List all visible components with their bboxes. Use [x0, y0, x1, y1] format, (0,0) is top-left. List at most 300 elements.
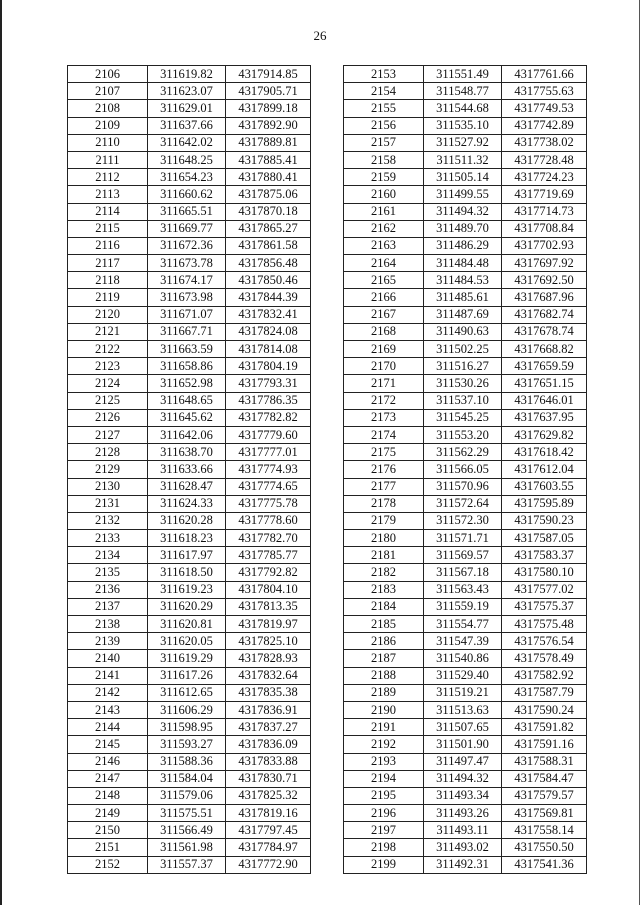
x-coordinate-cell: 311505.14 [424, 169, 502, 186]
table-row [68, 495, 311, 512]
y-coordinate-cell: 4317782.82 [226, 409, 311, 426]
y-coordinate-cell: 4317870.18 [226, 203, 311, 220]
y-coordinate-cell: 4317576.54 [502, 633, 587, 650]
x-coordinate-cell: 311612.65 [148, 684, 226, 701]
y-coordinate-cell: 4317774.65 [226, 478, 311, 495]
table-row [68, 753, 311, 770]
point-number-cell: 2172 [344, 392, 424, 409]
y-coordinate-cell: 4317651.15 [502, 375, 587, 392]
x-coordinate-cell: 311619.29 [148, 650, 226, 667]
x-coordinate-cell: 311669.77 [148, 220, 226, 237]
y-coordinate-cell: 4317786.35 [226, 392, 311, 409]
y-coordinate-cell: 4317590.23 [502, 512, 587, 529]
point-number-cell: 2146 [68, 753, 148, 770]
y-coordinate-cell: 4317697.92 [502, 255, 587, 272]
point-number-cell: 2165 [344, 272, 424, 289]
x-coordinate-cell: 311570.96 [424, 478, 502, 495]
x-coordinate-cell: 311563.43 [424, 581, 502, 598]
x-coordinate-cell: 311572.30 [424, 512, 502, 529]
x-coordinate-cell: 311624.33 [148, 495, 226, 512]
x-coordinate-cell: 311545.25 [424, 409, 502, 426]
y-coordinate-cell: 4317828.93 [226, 650, 311, 667]
y-coordinate-cell: 4317724.23 [502, 169, 587, 186]
y-coordinate-cell: 4317889.81 [226, 134, 311, 151]
point-number-cell: 2159 [344, 169, 424, 186]
y-coordinate-cell: 4317774.93 [226, 461, 311, 478]
x-coordinate-cell: 311489.70 [424, 220, 502, 237]
y-coordinate-cell: 4317577.02 [502, 581, 587, 598]
y-coordinate-cell: 4317708.84 [502, 220, 587, 237]
x-coordinate-cell: 311571.71 [424, 530, 502, 547]
y-coordinate-cell: 4317714.73 [502, 203, 587, 220]
y-coordinate-cell: 4317880.41 [226, 169, 311, 186]
table-row [344, 495, 587, 512]
x-coordinate-cell: 311572.64 [424, 495, 502, 512]
table-row [68, 650, 311, 667]
point-number-cell: 2198 [344, 839, 424, 856]
table-row [68, 598, 311, 615]
table-row [344, 512, 587, 529]
x-coordinate-cell: 311484.48 [424, 255, 502, 272]
point-number-cell: 2193 [344, 753, 424, 770]
table-row [344, 323, 587, 340]
y-coordinate-cell: 4317825.32 [226, 787, 311, 804]
table-row [68, 581, 311, 598]
table-row [68, 736, 311, 753]
x-coordinate-cell: 311642.06 [148, 426, 226, 443]
point-number-cell: 2149 [68, 805, 148, 822]
point-number-cell: 2197 [344, 822, 424, 839]
point-number-cell: 2128 [68, 444, 148, 461]
point-number-cell: 2129 [68, 461, 148, 478]
table-row [344, 547, 587, 564]
x-coordinate-cell: 311629.01 [148, 100, 226, 117]
point-number-cell: 2138 [68, 616, 148, 633]
x-coordinate-cell: 311502.25 [424, 341, 502, 358]
point-number-cell: 2189 [344, 684, 424, 701]
x-coordinate-cell: 311562.29 [424, 444, 502, 461]
point-number-cell: 2194 [344, 770, 424, 787]
table-row [68, 323, 311, 340]
point-number-cell: 2106 [68, 66, 148, 83]
y-coordinate-cell: 4317550.50 [502, 839, 587, 856]
x-coordinate-cell: 311557.37 [148, 856, 226, 873]
table-row [344, 856, 587, 873]
table-row [344, 220, 587, 237]
point-number-cell: 2152 [68, 856, 148, 873]
point-number-cell: 2148 [68, 787, 148, 804]
y-coordinate-cell: 4317785.77 [226, 547, 311, 564]
x-coordinate-cell: 311648.65 [148, 392, 226, 409]
x-coordinate-cell: 311535.10 [424, 117, 502, 134]
point-number-cell: 2184 [344, 598, 424, 615]
table-row [344, 151, 587, 168]
y-coordinate-cell: 4317824.08 [226, 323, 311, 340]
point-number-cell: 2188 [344, 667, 424, 684]
point-number-cell: 2175 [344, 444, 424, 461]
table-row [344, 100, 587, 117]
table-row [344, 83, 587, 100]
point-number-cell: 2164 [344, 255, 424, 272]
x-coordinate-cell: 311637.66 [148, 117, 226, 134]
y-coordinate-cell: 4317637.95 [502, 409, 587, 426]
y-coordinate-cell: 4317742.89 [502, 117, 587, 134]
y-coordinate-cell: 4317583.37 [502, 547, 587, 564]
x-coordinate-cell: 311663.59 [148, 341, 226, 358]
x-coordinate-cell: 311511.32 [424, 151, 502, 168]
x-coordinate-cell: 311673.78 [148, 255, 226, 272]
x-coordinate-cell: 311501.90 [424, 736, 502, 753]
x-coordinate-cell: 311494.32 [424, 203, 502, 220]
table-row [344, 530, 587, 547]
table-row [68, 203, 311, 220]
table-row [68, 787, 311, 804]
point-number-cell: 2137 [68, 598, 148, 615]
y-coordinate-cell: 4317814.08 [226, 341, 311, 358]
x-coordinate-cell: 311645.62 [148, 409, 226, 426]
y-coordinate-cell: 4317865.27 [226, 220, 311, 237]
table-row [68, 117, 311, 134]
table-row [68, 667, 311, 684]
point-number-cell: 2192 [344, 736, 424, 753]
x-coordinate-cell: 311665.51 [148, 203, 226, 220]
y-coordinate-cell: 4317892.90 [226, 117, 311, 134]
table-row [68, 701, 311, 718]
x-coordinate-cell: 311494.32 [424, 770, 502, 787]
point-number-cell: 2150 [68, 822, 148, 839]
y-coordinate-cell: 4317587.79 [502, 684, 587, 701]
y-coordinate-cell: 4317772.90 [226, 856, 311, 873]
y-coordinate-cell: 4317775.78 [226, 495, 311, 512]
y-coordinate-cell: 4317832.64 [226, 667, 311, 684]
point-number-cell: 2118 [68, 272, 148, 289]
point-number-cell: 2157 [344, 134, 424, 151]
point-number-cell: 2134 [68, 547, 148, 564]
point-number-cell: 2158 [344, 151, 424, 168]
y-coordinate-cell: 4317836.09 [226, 736, 311, 753]
point-number-cell: 2147 [68, 770, 148, 787]
table-row [344, 306, 587, 323]
x-coordinate-cell: 311513.63 [424, 701, 502, 718]
y-coordinate-cell: 4317702.93 [502, 237, 587, 254]
x-coordinate-cell: 311493.34 [424, 787, 502, 804]
table-row [68, 530, 311, 547]
table-row [344, 719, 587, 736]
table-row [68, 255, 311, 272]
x-coordinate-cell: 311561.98 [148, 839, 226, 856]
x-coordinate-cell: 311667.71 [148, 323, 226, 340]
point-number-cell: 2113 [68, 186, 148, 203]
point-number-cell: 2112 [68, 169, 148, 186]
point-number-cell: 2167 [344, 306, 424, 323]
table-row [344, 169, 587, 186]
point-number-cell: 2199 [344, 856, 424, 873]
y-coordinate-cell: 4317590.24 [502, 701, 587, 718]
y-coordinate-cell: 4317792.82 [226, 564, 311, 581]
y-coordinate-cell: 4317797.45 [226, 822, 311, 839]
table-row [344, 667, 587, 684]
table-row [344, 753, 587, 770]
x-coordinate-cell: 311620.05 [148, 633, 226, 650]
table-row [344, 736, 587, 753]
y-coordinate-cell: 4317587.05 [502, 530, 587, 547]
point-number-cell: 2180 [344, 530, 424, 547]
table-row [344, 117, 587, 134]
x-coordinate-cell: 311529.40 [424, 667, 502, 684]
scan-edge-left [0, 0, 2, 905]
y-coordinate-cell: 4317749.53 [502, 100, 587, 117]
point-number-cell: 2176 [344, 461, 424, 478]
x-coordinate-cell: 311492.31 [424, 856, 502, 873]
point-number-cell: 2120 [68, 306, 148, 323]
table-row [68, 169, 311, 186]
x-coordinate-cell: 311493.26 [424, 805, 502, 822]
y-coordinate-cell: 4317558.14 [502, 822, 587, 839]
x-coordinate-cell: 311519.21 [424, 684, 502, 701]
x-coordinate-cell: 311548.77 [424, 83, 502, 100]
table-row [68, 392, 311, 409]
x-coordinate-cell: 311628.47 [148, 478, 226, 495]
y-coordinate-cell: 4317591.82 [502, 719, 587, 736]
x-coordinate-cell: 311551.49 [424, 66, 502, 83]
x-coordinate-cell: 311648.25 [148, 151, 226, 168]
point-number-cell: 2166 [344, 289, 424, 306]
point-number-cell: 2177 [344, 478, 424, 495]
y-coordinate-cell: 4317738.02 [502, 134, 587, 151]
x-coordinate-cell: 311660.62 [148, 186, 226, 203]
point-number-cell: 2151 [68, 839, 148, 856]
point-number-cell: 2169 [344, 341, 424, 358]
table-row [68, 186, 311, 203]
point-number-cell: 2179 [344, 512, 424, 529]
point-number-cell: 2183 [344, 581, 424, 598]
table-row [344, 272, 587, 289]
y-coordinate-cell: 4317914.85 [226, 66, 311, 83]
table-row [68, 358, 311, 375]
point-number-cell: 2136 [68, 581, 148, 598]
table-row [344, 426, 587, 443]
point-number-cell: 2191 [344, 719, 424, 736]
table-row [344, 358, 587, 375]
y-coordinate-cell: 4317837.27 [226, 719, 311, 736]
x-coordinate-cell: 311674.17 [148, 272, 226, 289]
coordinates-table-left [67, 65, 311, 874]
y-coordinate-cell: 4317861.58 [226, 237, 311, 254]
y-coordinate-cell: 4317804.19 [226, 358, 311, 375]
y-coordinate-cell: 4317782.70 [226, 530, 311, 547]
point-number-cell: 2173 [344, 409, 424, 426]
y-coordinate-cell: 4317819.16 [226, 805, 311, 822]
table-row [68, 151, 311, 168]
point-number-cell: 2181 [344, 547, 424, 564]
y-coordinate-cell: 4317755.63 [502, 83, 587, 100]
table-row [344, 478, 587, 495]
y-coordinate-cell: 4317793.31 [226, 375, 311, 392]
point-number-cell: 2107 [68, 83, 148, 100]
x-coordinate-cell: 311484.53 [424, 272, 502, 289]
point-number-cell: 2186 [344, 633, 424, 650]
point-number-cell: 2109 [68, 117, 148, 134]
table-row [344, 822, 587, 839]
y-coordinate-cell: 4317612.04 [502, 461, 587, 478]
x-coordinate-cell: 311618.50 [148, 564, 226, 581]
table-row [344, 409, 587, 426]
x-coordinate-cell: 311490.63 [424, 323, 502, 340]
y-coordinate-cell: 4317575.37 [502, 598, 587, 615]
x-coordinate-cell: 311619.82 [148, 66, 226, 83]
y-coordinate-cell: 4317784.97 [226, 839, 311, 856]
x-coordinate-cell: 311497.47 [424, 753, 502, 770]
table-row [68, 444, 311, 461]
y-coordinate-cell: 4317588.31 [502, 753, 587, 770]
point-number-cell: 2135 [68, 564, 148, 581]
table-row [344, 461, 587, 478]
point-number-cell: 2117 [68, 255, 148, 272]
x-coordinate-cell: 311516.27 [424, 358, 502, 375]
point-number-cell: 2185 [344, 616, 424, 633]
point-number-cell: 2126 [68, 409, 148, 426]
table-row [344, 66, 587, 83]
point-number-cell: 2162 [344, 220, 424, 237]
x-coordinate-cell: 311593.27 [148, 736, 226, 753]
y-coordinate-cell: 4317595.89 [502, 495, 587, 512]
y-coordinate-cell: 4317875.06 [226, 186, 311, 203]
table-row [344, 650, 587, 667]
x-coordinate-cell: 311547.39 [424, 633, 502, 650]
x-coordinate-cell: 311623.07 [148, 83, 226, 100]
table-row [68, 66, 311, 83]
y-coordinate-cell: 4317569.81 [502, 805, 587, 822]
point-number-cell: 2141 [68, 667, 148, 684]
table-row [68, 839, 311, 856]
table-row [68, 547, 311, 564]
point-number-cell: 2190 [344, 701, 424, 718]
x-coordinate-cell: 311638.70 [148, 444, 226, 461]
x-coordinate-cell: 311617.97 [148, 547, 226, 564]
point-number-cell: 2161 [344, 203, 424, 220]
table-row [344, 444, 587, 461]
table-row [344, 203, 587, 220]
point-number-cell: 2174 [344, 426, 424, 443]
point-number-cell: 2155 [344, 100, 424, 117]
y-coordinate-cell: 4317813.35 [226, 598, 311, 615]
table-row [344, 805, 587, 822]
table-row [68, 822, 311, 839]
table-row [68, 134, 311, 151]
x-coordinate-cell: 311540.86 [424, 650, 502, 667]
y-coordinate-cell: 4317885.41 [226, 151, 311, 168]
table-row [68, 306, 311, 323]
y-coordinate-cell: 4317825.10 [226, 633, 311, 650]
table-row [68, 375, 311, 392]
page-number: 26 [313, 28, 327, 43]
table-row [68, 633, 311, 650]
x-coordinate-cell: 311584.04 [148, 770, 226, 787]
x-coordinate-cell: 311493.02 [424, 839, 502, 856]
x-coordinate-cell: 311530.26 [424, 375, 502, 392]
x-coordinate-cell: 311537.10 [424, 392, 502, 409]
table-row [344, 134, 587, 151]
table-row [344, 581, 587, 598]
point-number-cell: 2153 [344, 66, 424, 83]
table-row [344, 616, 587, 633]
point-number-cell: 2171 [344, 375, 424, 392]
y-coordinate-cell: 4317668.82 [502, 341, 587, 358]
y-coordinate-cell: 4317836.91 [226, 701, 311, 718]
point-number-cell: 2182 [344, 564, 424, 581]
y-coordinate-cell: 4317603.55 [502, 478, 587, 495]
y-coordinate-cell: 4317659.59 [502, 358, 587, 375]
point-number-cell: 2160 [344, 186, 424, 203]
table-row [344, 237, 587, 254]
point-number-cell: 2132 [68, 512, 148, 529]
x-coordinate-cell: 311554.77 [424, 616, 502, 633]
table-row [68, 100, 311, 117]
point-number-cell: 2125 [68, 392, 148, 409]
x-coordinate-cell: 311618.23 [148, 530, 226, 547]
y-coordinate-cell: 4317728.48 [502, 151, 587, 168]
x-coordinate-cell: 311487.69 [424, 306, 502, 323]
y-coordinate-cell: 4317850.46 [226, 272, 311, 289]
x-coordinate-cell: 311620.28 [148, 512, 226, 529]
y-coordinate-cell: 4317778.60 [226, 512, 311, 529]
x-coordinate-cell: 311673.98 [148, 289, 226, 306]
point-number-cell: 2143 [68, 701, 148, 718]
x-coordinate-cell: 311642.02 [148, 134, 226, 151]
y-coordinate-cell: 4317591.16 [502, 736, 587, 753]
x-coordinate-cell: 311579.06 [148, 787, 226, 804]
x-coordinate-cell: 311654.23 [148, 169, 226, 186]
point-number-cell: 2116 [68, 237, 148, 254]
table-row [68, 220, 311, 237]
point-number-cell: 2127 [68, 426, 148, 443]
x-coordinate-cell: 311619.23 [148, 581, 226, 598]
table-row [68, 564, 311, 581]
table-row [68, 341, 311, 358]
y-coordinate-cell: 4317578.49 [502, 650, 587, 667]
x-coordinate-cell: 311617.26 [148, 667, 226, 684]
point-number-cell: 2168 [344, 323, 424, 340]
y-coordinate-cell: 4317575.48 [502, 616, 587, 633]
point-number-cell: 2195 [344, 787, 424, 804]
y-coordinate-cell: 4317844.39 [226, 289, 311, 306]
table-row [68, 856, 311, 873]
y-coordinate-cell: 4317579.57 [502, 787, 587, 804]
table-row [68, 461, 311, 478]
table-row [68, 478, 311, 495]
y-coordinate-cell: 4317580.10 [502, 564, 587, 581]
point-number-cell: 2142 [68, 684, 148, 701]
point-number-cell: 2122 [68, 341, 148, 358]
table-row [344, 633, 587, 650]
x-coordinate-cell: 311486.29 [424, 237, 502, 254]
y-coordinate-cell: 4317804.10 [226, 581, 311, 598]
y-coordinate-cell: 4317719.69 [502, 186, 587, 203]
y-coordinate-cell: 4317629.82 [502, 426, 587, 443]
table-row [344, 598, 587, 615]
x-coordinate-cell: 311620.29 [148, 598, 226, 615]
point-number-cell: 2119 [68, 289, 148, 306]
y-coordinate-cell: 4317777.01 [226, 444, 311, 461]
table-row [344, 701, 587, 718]
x-coordinate-cell: 311544.68 [424, 100, 502, 117]
table-row [344, 787, 587, 804]
x-coordinate-cell: 311553.20 [424, 426, 502, 443]
table-row [68, 616, 311, 633]
table-row [68, 770, 311, 787]
point-number-cell: 2108 [68, 100, 148, 117]
table-row [344, 375, 587, 392]
